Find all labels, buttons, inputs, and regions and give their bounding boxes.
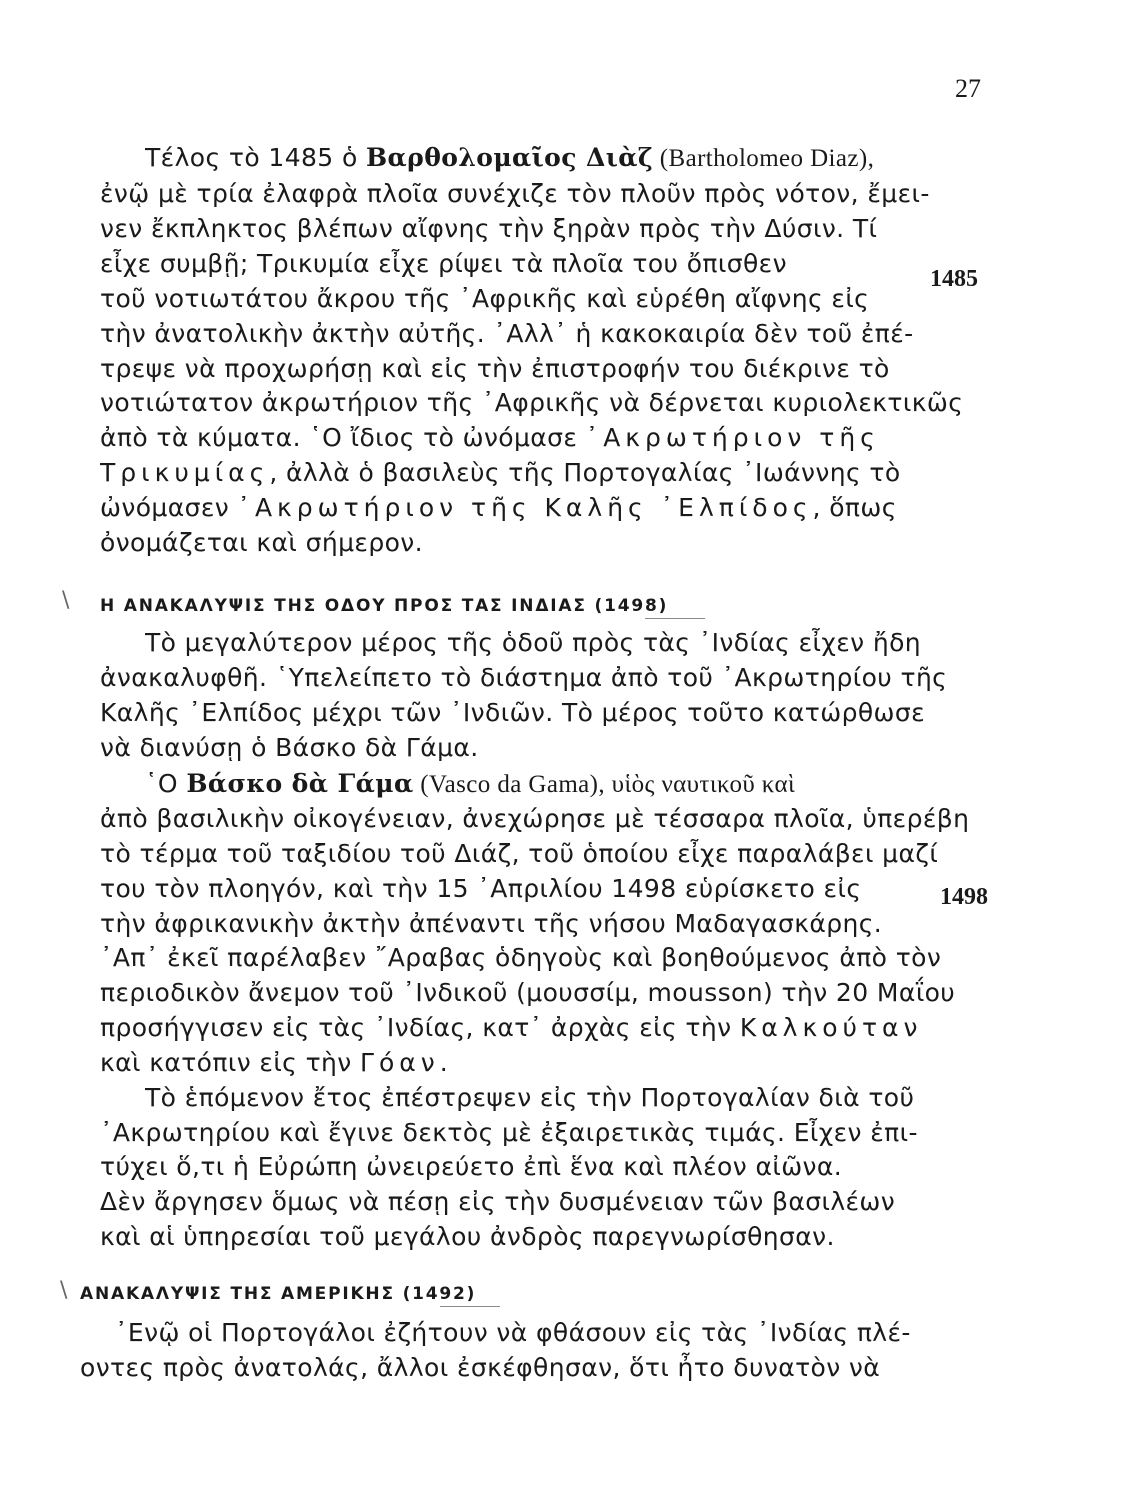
text-line: τοῦ νοτιωτάτου ἄκρου τῆς ᾿Αφρικῆς καὶ εὑρέθη αἴφνης εἰς	[100, 284, 870, 313]
pencil-underline	[645, 618, 705, 619]
text-line: τὸ τέρμα τοῦ ταξιδίου τοῦ Διάζ, τοῦ ὁποίου εἶχε παραλάβει μαζί	[100, 839, 939, 868]
text-line: Τὸ μεγαλύτερον μέρος τῆς ὁδοῦ πρὸς τὰς ᾿Ινδίας εἶχεν ἤδη	[145, 628, 922, 657]
text-run: , ἀλλὰ ὁ βασιλεὺς τῆς Πορτογαλίας ᾿Ιωάννης τὸ	[269, 458, 901, 487]
text-line: τὴν ἀφρικανικὴν ἀκτὴν ἀπέναντι τῆς νήσου Μαδαγασκάρης.	[100, 909, 883, 938]
text-run: ῾Ο	[145, 769, 187, 798]
text-line	[100, 456, 1010, 490]
text-line: τύχει ὅ,τι ἡ Εὐρώπη ὠνειρεύετο ἐπὶ ἕνα καὶ πλέον αἰῶνα.	[100, 1152, 843, 1181]
text-run: προσήγγισεν εἰς τὰς ᾿Ινδίας, κατ᾿ ἀρχὰς εἰς τὴν	[100, 1013, 740, 1042]
text-line: νὰ διανύσῃ ὁ Βάσκο δὰ Γάμα.	[100, 733, 479, 762]
text-line: ὀνομάζεται καὶ σήμερον.	[100, 528, 423, 557]
text-run: ἀπὸ τὰ κύματα. ῾Ο ἴδιος τὸ ὠνόμασε	[100, 423, 586, 452]
text-line: τρεψε νὰ προχωρήσῃ καὶ εἰς τὴν ἐπιστροφήν του διέκρινε τὸ	[100, 354, 890, 383]
text-run: ὠνόμασεν	[100, 493, 238, 522]
pencil-underline	[440, 1306, 500, 1307]
text-line: του τὸν πλοηγόν, καὶ τὴν 15 ᾿Απριλίου 1498 εὑρίσκετο εἰς	[100, 874, 862, 903]
text-run: (Vasco da Gama), υἱὸς ναυτικοῦ καὶ	[413, 771, 796, 798]
text-line: Δὲν ἄργησεν ὅμως νὰ πέσῃ εἰς τὴν δυσμένειαν τῶν βασιλέων	[100, 1187, 896, 1216]
spaced-place-name: Γόαν	[360, 1048, 440, 1077]
text-line: ἀνακαλυφθῆ. ῾Υπελείπετο τὸ διάστημα ἀπὸ τοῦ ᾿Ακρωτηρίου τῆς	[100, 663, 948, 692]
text-line	[145, 141, 1010, 175]
text-run: .	[439, 1048, 449, 1077]
text-line: ἀπὸ βασιλικὴν οἰκογένειαν, ἀνεχώρησε μὲ τέσσαρα πλοῖα, ὑπερέβη	[100, 804, 970, 833]
text-line: περιοδικὸν ἄνεμον τοῦ ᾿Ινδικοῦ (μουσσίμ, mousson) τὴν 20 Μαΐου	[100, 978, 956, 1007]
text-line: νεν ἔκπληκτος βλέπων αἴφνης τὴν ξηρὰν πρὸς τὴν Δύσιν. Τί	[100, 214, 878, 243]
section-heading-india-route: Η ΑΝΑΚΑΛΥΨΙΣ ΤΗΣ ΟΔΟΥ ΠΡΟΣ ΤΑΣ ΙΝΔΙΑΣ (1498)	[100, 596, 669, 616]
bold-name-vasco-da-gama: Βάσκο δὰ Γάμα	[186, 769, 414, 798]
text-line: οντες πρὸς ἀνατολάς, ἄλλοι ἐσκέφθησαν, ὅτι ἦτο δυνατὸν νὰ	[80, 1353, 881, 1382]
text-line	[145, 767, 1010, 801]
pencil-tick-mark: \	[62, 588, 70, 613]
text-line	[100, 1011, 1010, 1045]
text-line: Καλῆς ᾿Ελπίδος μέχρι τῶν ᾿Ινδιῶν. Τὸ μέρος τοῦτο κατώρθωσε	[100, 698, 926, 727]
spaced-place-name: ᾿Ακρωτήριον τῆς	[585, 423, 880, 452]
text-run: (Bartholomeo Diaz),	[653, 145, 875, 172]
text-line: καὶ αἱ ὑπηρεσίαι τοῦ μεγάλου ἀνδρὸς παρεγνωρίσθησαν.	[100, 1222, 835, 1251]
text-line: τὴν ἀνατολικὴν ἀκτὴν αὐτῆς. ᾿Αλλ᾿ ἡ κακοκαιρία δὲν τοῦ ἐπέ-	[100, 319, 914, 348]
text-run: Τέλος τὸ 1485 ὁ	[145, 143, 366, 172]
text-line: ᾿Ενῷ οἱ Πορτογάλοι ἐζήτουν νὰ φθάσουν εἰς τὰς ᾿Ινδίας πλέ-	[115, 1318, 911, 1347]
text-line: ᾿Ακρωτηρίου καὶ ἔγινε δεκτὸς μὲ ἐξαιρετικὰς τιμάς. Εἶχεν ἐπι-	[100, 1118, 918, 1147]
text-run: καὶ κατόπιν εἰς τὴν	[100, 1048, 361, 1077]
text-line	[100, 491, 1010, 525]
text-line: ἐνῷ μὲ τρία ἐλαφρὰ πλοῖα συνέχιζε τὸν πλοῦν πρὸς νότον, ἔμει-	[100, 179, 930, 208]
text-line: ᾿Απ᾿ ἐκεῖ παρέλαβεν ῎Αραβας ὁδηγοὺς καὶ βοηθούμενος ἀπὸ τὸν	[100, 943, 942, 972]
text-line: εἶχε συμβῇ; Τρικυμία εἶχε ρίψει τὰ πλοῖα του ὄπισθεν	[100, 249, 787, 278]
page-number: 27	[955, 74, 981, 103]
section-heading-america: ΑΝΑΚΑΛΥΨΙΣ ΤΗΣ ΑΜΕΡΙΚΗΣ (1492)	[80, 1284, 477, 1304]
text-line	[100, 421, 1010, 455]
bold-name-diaz: Βαρθολομαῖος Διὰζ	[366, 143, 654, 172]
text-line: νοτιώτατον ἀκρωτήριον τῆς ᾿Αφρικῆς νὰ δέρνεται κυριολεκτικῶς	[100, 388, 964, 417]
spaced-place-name: Τρικυμίας	[100, 458, 270, 487]
pencil-tick-mark: \	[60, 1278, 68, 1303]
margin-year-1498: 1498	[940, 884, 988, 910]
spaced-place-name: ᾿Ακρωτήριον τῆς Καλῆς ᾿Ελπίδος	[237, 493, 813, 522]
margin-year-1485: 1485	[930, 266, 978, 292]
text-line: Τὸ ἑπόμενον ἔτος ἐπέστρεψεν εἰς τὴν Πορτογαλίαν διὰ τοῦ	[145, 1083, 915, 1112]
text-line	[100, 1046, 1010, 1080]
text-run: , ὅπως	[812, 493, 897, 522]
spaced-place-name: Καλκούταν	[739, 1013, 923, 1042]
